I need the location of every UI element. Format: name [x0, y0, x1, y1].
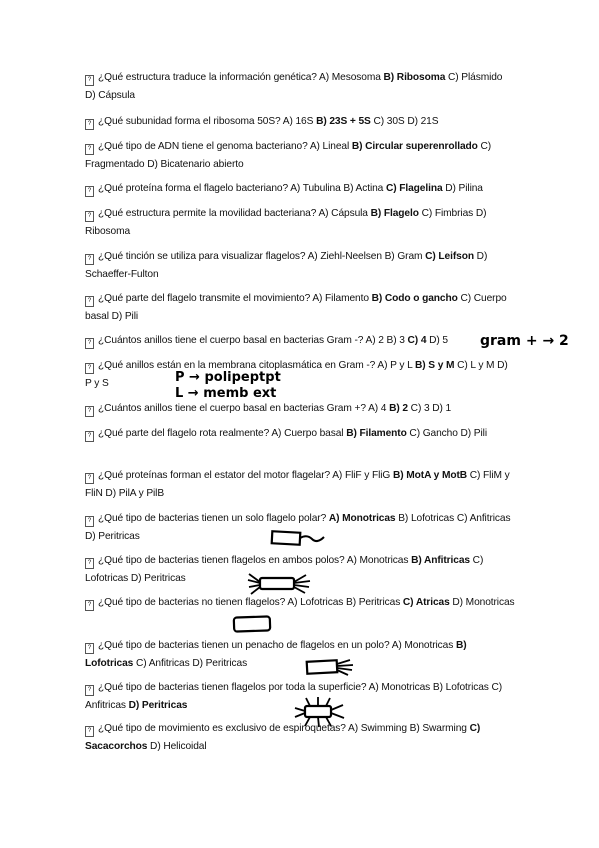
amphitrichous-sketch-icon [246, 570, 314, 598]
bullet-icon: ? [85, 600, 94, 611]
question-10: ? ¿Cuántos anillos tiene el cuerpo basal en bacterias Gram +? A) 4 B) 2 C) 3 D) 1 [85, 400, 515, 418]
handwritten-p-note: P → polipeptpt [175, 370, 281, 385]
bullet-icon: ? [85, 363, 94, 374]
bullet-icon: ? [85, 186, 94, 197]
peritrichous-sketch-icon [292, 696, 348, 728]
question-17: ? ¿Qué tipo de bacterias tienen flagelos por toda la superficie? A) Monotricas B) Lofotricas C) Anfitricas D) Peritricas [85, 682, 503, 711]
question-6: ? ¿Qué tinción se utiliza para visualizar flagelos? A) Ziehl-Neelsen B) Gram C) Leifson D) Schaeffer-Fulton [85, 251, 488, 280]
question-3: ? ¿Qué tipo de ADN tiene el genoma bacteriano? A) Lineal B) Circular superenrollado C) Fragmentado D) Bicatenario abierto [85, 141, 492, 170]
bullet-icon: ? [85, 144, 94, 155]
question-15: ? ¿Qué tipo de bacterias no tienen flagelos? A) Lofotricas B) Peritricas C) Atricas D) Monotricas [85, 594, 515, 612]
question-5: ? ¿Qué estructura permite la movilidad bacteriana? A) Cápsula B) Flagelo C) Fimbrias D) Ribosoma [85, 208, 487, 237]
bullet-icon: ? [85, 338, 94, 349]
question-12: ? ¿Qué proteínas forman el estator del motor flagelar? A) FliF y FliG B) MotA y MotB C) FliM y FliN D) PilA y PilB [85, 470, 510, 499]
question-8: ? ¿Cuántos anillos tiene el cuerpo basal en bacterias Gram -? A) 2 B) 3 C) 4 D) 5 [85, 332, 515, 350]
question-16: ? ¿Qué tipo de bacterias tienen un penacho de flagelos en un polo? A) Monotricas B) Lofotricas C) Anfitricas D) Peritricas [85, 640, 467, 669]
lophotrichous-sketch-icon [304, 655, 356, 677]
bullet-icon: ? [85, 431, 94, 442]
bullet-icon: ? [85, 558, 94, 569]
bullet-icon: ? [85, 119, 94, 130]
atrichous-sketch-icon [230, 614, 274, 636]
question-9: ? ¿Qué anillos están en la membrana citoplasmática en Gram -? A) P y L B) S y M C) L y M D) P y S [85, 360, 508, 389]
question-7: ? ¿Qué parte del flagelo transmite el movimiento? A) Filamento B) Codo o gancho C) Cuerpo basal D) Pili [85, 293, 507, 322]
bullet-icon: ? [85, 726, 94, 737]
question-1: ? ¿Qué estructura traduce la información genética? A) Mesosoma B) Ribosoma C) Plásmido D) Cápsula [85, 72, 503, 101]
question-2: ? ¿Qué subunidad forma el ribosoma 50S? A) 16S B) 23S + 5S C) 30S D) 21S [85, 113, 515, 131]
question-13: ? ¿Qué tipo de bacterias tienen un solo flagelo polar? A) Monotricas B) Lofotricas C) Anfitricas D) Peritricas [85, 513, 511, 542]
question-14: ? ¿Qué tipo de bacterias tienen flagelos en ambos polos? A) Monotricas B) Anfitricas C) Lofotricas D) Peritricas [85, 555, 484, 584]
bullet-icon: ? [85, 473, 94, 484]
bullet-icon: ? [85, 516, 94, 527]
bullet-icon: ? [85, 685, 94, 696]
bullet-icon: ? [85, 643, 94, 654]
handwritten-gram-note: gram + → 2 [480, 333, 569, 349]
question-4: ? ¿Qué proteína forma el flagelo bacteriano? A) Tubulina B) Actina C) Flagelina D) Pilina [85, 180, 515, 198]
bullet-icon: ? [85, 211, 94, 222]
bullet-icon: ? [85, 296, 94, 307]
bullet-icon: ? [85, 75, 94, 86]
bullet-icon: ? [85, 406, 94, 417]
question-11: ? ¿Qué parte del flagelo rota realmente? A) Cuerpo basal B) Filamento C) Gancho D) Pili [85, 425, 515, 443]
question-18: ? ¿Qué tipo de movimiento es exclusivo de espiroquetas? A) Swimming B) Swarming C) Sacacorchos D) Helicoidal [85, 723, 481, 752]
handwritten-l-note: L → memb ext [175, 386, 277, 401]
monotrichous-sketch-icon [270, 528, 330, 550]
bullet-icon: ? [85, 254, 94, 265]
